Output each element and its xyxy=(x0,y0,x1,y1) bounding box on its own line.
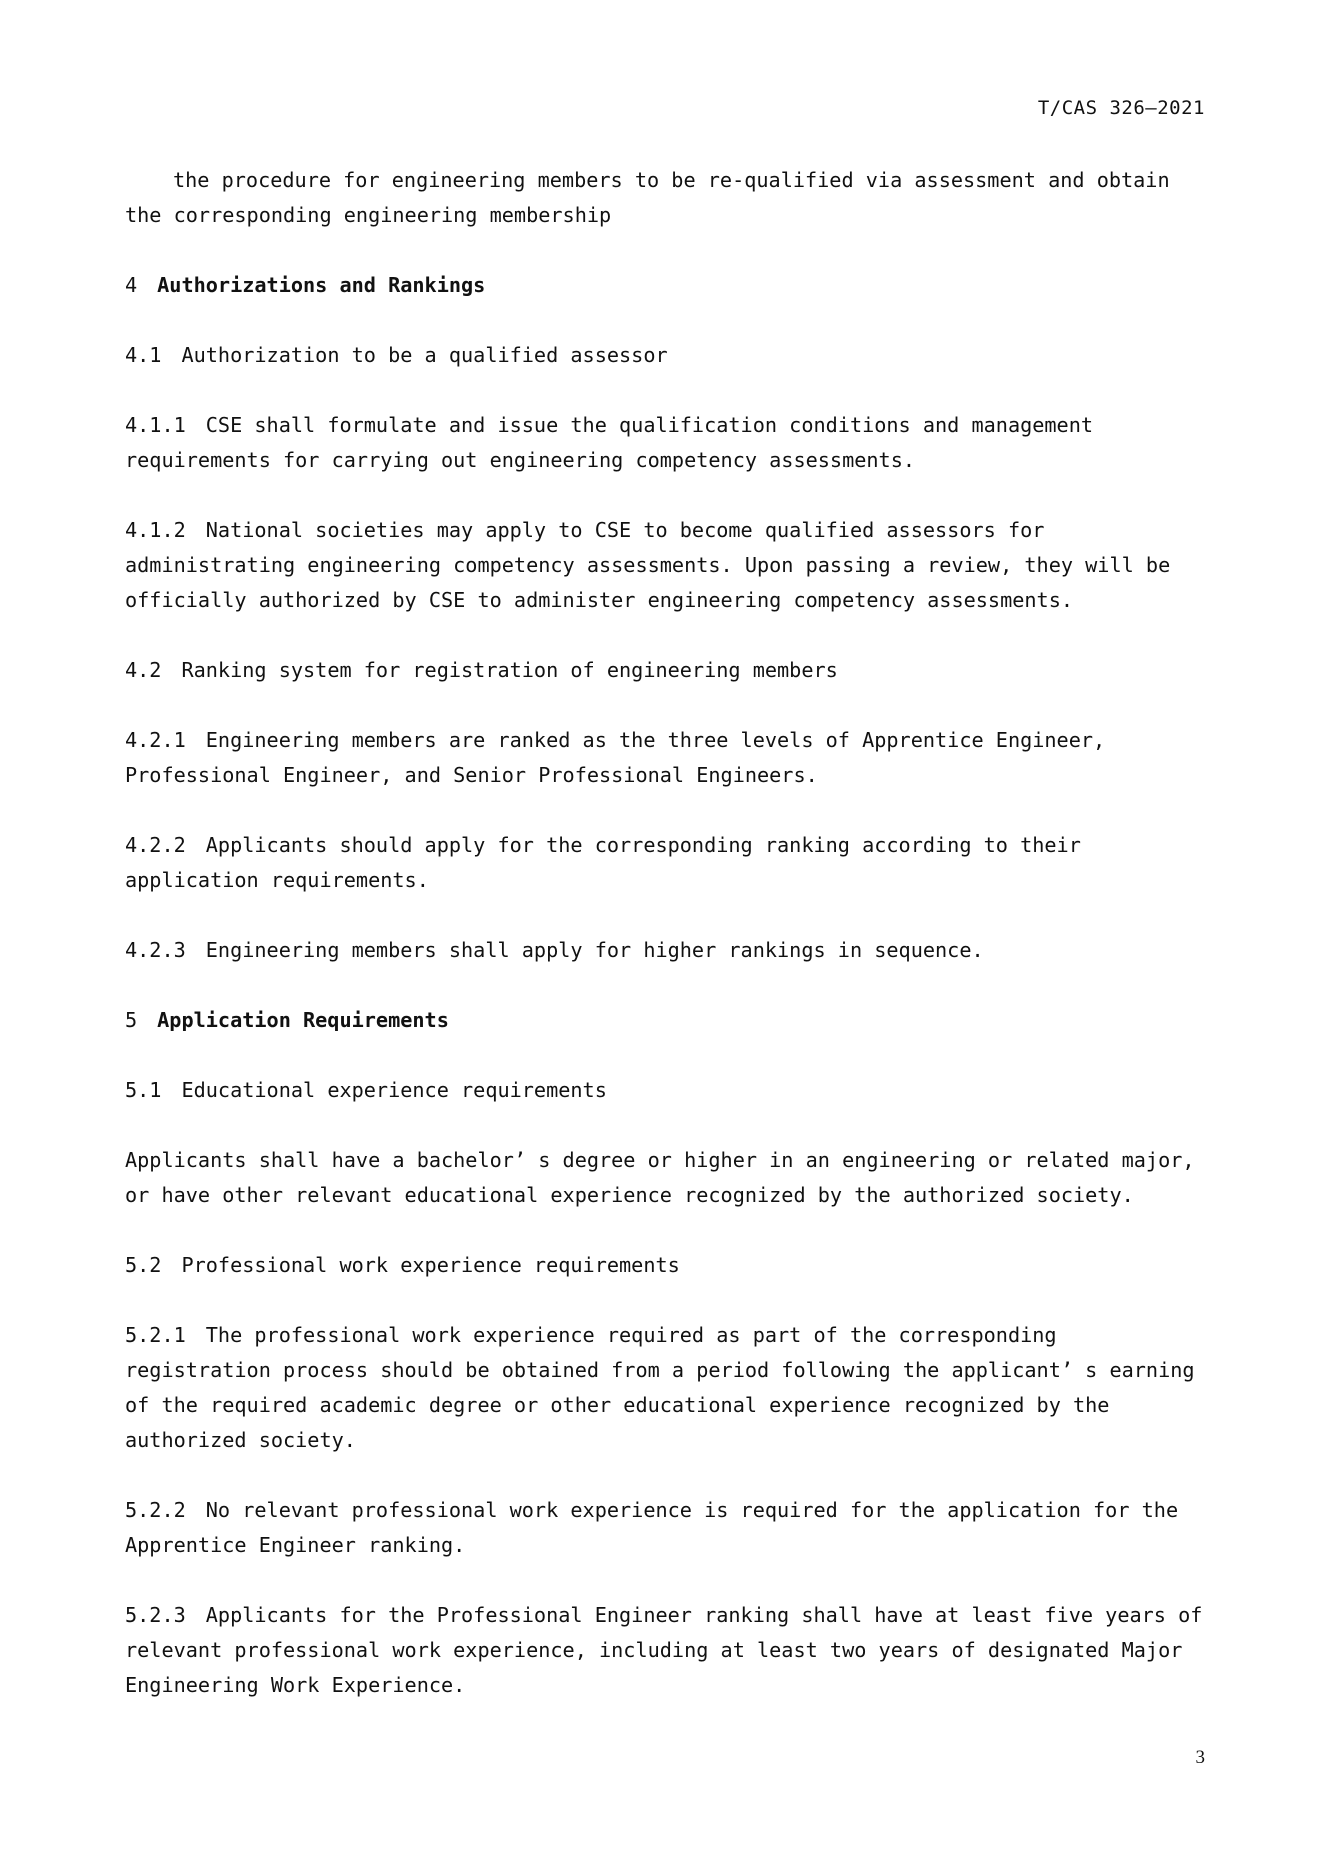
clause-number: 5.2.1 xyxy=(125,1323,186,1347)
clause-text: The professional work experience required as part of the corresponding registration process should be obtained from a period following the applicant’ s earning of the required academic degree or other educational experience recognized by the authorized society. xyxy=(125,1323,1195,1452)
clause-text: Engineering members are ranked as the three levels of Apprentice Engineer, Professional Engineer, and Senior Professional Engineers. xyxy=(125,728,1106,787)
document-body xyxy=(125,163,1207,1738)
clause-number: 4.2.3 xyxy=(125,938,186,962)
clause-text: Ranking system for registration of engineering members xyxy=(181,658,838,682)
clause-title: Authorizations and Rankings xyxy=(157,273,486,297)
clause-number: 5.2.2 xyxy=(125,1498,186,1522)
clause-4-2-3 xyxy=(125,933,1207,968)
clause-number: 4.1.1 xyxy=(125,413,186,437)
clause-4-1-1 xyxy=(125,408,1207,478)
clause-5-2-1 xyxy=(125,1318,1207,1458)
clause-4-2-1 xyxy=(125,723,1207,793)
clause-number: 4 xyxy=(125,273,138,297)
continuation-paragraph: the procedure for engineering members to be re-qualified via assessment and obtain the corresponding engineering membership xyxy=(125,168,1170,227)
clause-5-2-2 xyxy=(125,1493,1207,1563)
clause-number: 5 xyxy=(125,1008,138,1032)
clause-4-heading xyxy=(125,268,1207,303)
clause-text: Educational experience requirements xyxy=(181,1078,607,1102)
clause-4-2-2 xyxy=(125,828,1207,898)
clause-5-2 xyxy=(125,1248,1207,1283)
clause-number: 4.2 xyxy=(125,658,162,682)
clause-number: 4.2.1 xyxy=(125,728,186,752)
clause-5-2-3 xyxy=(125,1598,1207,1703)
clause-text: Applicants for the Professional Engineer ranking shall have at least five years of relevant professional work experience, including at least two years of designated Major Engineering Work Experience. xyxy=(125,1603,1203,1697)
clause-number: 4.2.2 xyxy=(125,833,186,857)
clause-4-1 xyxy=(125,338,1207,373)
clause-number: 5.2.3 xyxy=(125,1603,186,1627)
clause-number: 5.1 xyxy=(125,1078,162,1102)
clause-4-1-2 xyxy=(125,513,1207,618)
clause-title: Application Requirements xyxy=(157,1008,449,1032)
clause-text: National societies may apply to CSE to become qualified assessors for administrating engineering competency assessments. Upon passing a review, they will be officially authorized by CSE to administer engineering competency assessments. xyxy=(125,518,1171,612)
clause-text: No relevant professional work experience is required for the application for the Apprentice Engineer ranking. xyxy=(125,1498,1179,1557)
document-code: T/CAS 326—2021 xyxy=(1037,97,1205,119)
clause-text: Authorization to be a qualified assessor xyxy=(181,343,668,367)
clause-text: Professional work experience requirements xyxy=(181,1253,680,1277)
page-number: 3 xyxy=(1195,1747,1205,1768)
clause-number: 4.1.2 xyxy=(125,518,186,542)
clause-text: Applicants should apply for the corresponding ranking according to their application requirements. xyxy=(125,833,1081,892)
clause-text: CSE shall formulate and issue the qualification conditions and management requirements for carrying out engineering competency assessments. xyxy=(125,413,1094,472)
clause-number: 4.1 xyxy=(125,343,162,367)
clause-number: 5.2 xyxy=(125,1253,162,1277)
clause-5-heading xyxy=(125,1003,1207,1038)
clause-5-1 xyxy=(125,1073,1207,1108)
clause-4-2 xyxy=(125,653,1207,688)
clause-5-1-paragraph: Applicants shall have a bachelor’ s degree or higher in an engineering or related major, or have other relevant educational experience recognized by the authorized society. xyxy=(125,1148,1195,1207)
clause-text: Engineering members shall apply for higher rankings in sequence. xyxy=(205,938,984,962)
